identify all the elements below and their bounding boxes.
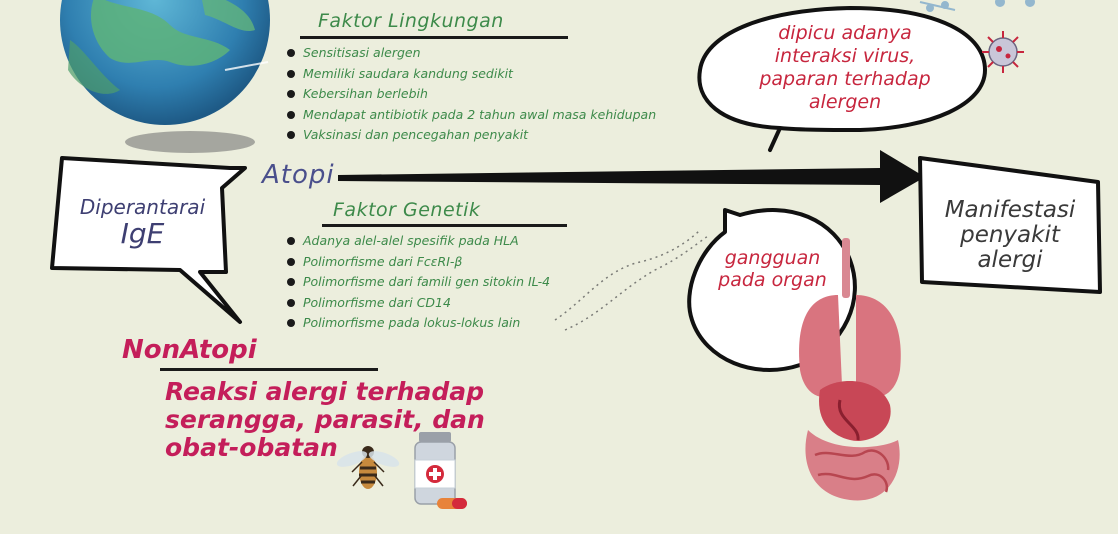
virus-bubble-line: paparan terhadap: [759, 68, 931, 90]
list-item: Sensitisasi alergen: [287, 43, 656, 64]
faktor-lingkungan-list: [287, 43, 656, 146]
faktor-genetik-title: Faktor Genetik: [333, 199, 481, 221]
list-item: Polimorfisme dari CD14: [287, 293, 550, 314]
list-item: Polimorfisme dari FcεRI-β: [287, 252, 550, 273]
list-item: Mendapat antibiotik pada 2 tahun awal masa kehidupan: [287, 105, 656, 126]
ige-bubble-line: Diperantarai: [79, 195, 206, 219]
main-arrow: [338, 150, 925, 203]
virus-bubble-line: alergen: [808, 91, 882, 113]
faktor-lingkungan-underline: [300, 36, 568, 39]
ige-bubble-line: IgE: [120, 217, 165, 250]
manifestasi-line: alergi: [977, 247, 1043, 273]
list-item: Polimorfisme dari famili gen sitokin IL-4: [287, 272, 550, 293]
list-item: Polimorfisme pada lokus-lokus lain: [287, 313, 550, 334]
list-item: Kebersihan berlebih: [287, 84, 656, 105]
molecule-decoration: [920, 0, 1034, 11]
virus-bubble: [720, 22, 970, 114]
list-item: Vaksinasi dan pencegahan penyakit: [287, 125, 656, 146]
manifestasi-box: [925, 198, 1095, 273]
atopi-label: Atopi: [262, 160, 335, 190]
organ-bubble: [700, 247, 845, 291]
list-item: Adanya alel-alel spesifik pada HLA: [287, 231, 550, 252]
manifestasi-line: penyakit: [960, 222, 1060, 248]
virus-icon: [982, 31, 1024, 73]
ige-bubble: [60, 195, 225, 249]
globe-icon: [60, 0, 270, 153]
reaksi-alergi-text: [165, 378, 485, 462]
reaksi-line: serangga, parasit, dan: [165, 405, 485, 434]
faktor-genetik-list: [287, 231, 550, 334]
manifestasi-line: Manifestasi: [944, 197, 1076, 223]
faktor-genetik-underline: [322, 224, 567, 227]
faktor-lingkungan-title: Faktor Lingkungan: [318, 10, 504, 32]
nonatopi-underline: [160, 368, 378, 371]
organ-bubble-line: pada organ: [718, 269, 827, 291]
organ-bubble-line: gangguan: [724, 247, 821, 269]
nonatopi-label: NonAtopi: [122, 335, 257, 365]
virus-bubble-line: dipicu adanya: [778, 22, 912, 44]
dna-strand-icon: [555, 230, 708, 330]
reaksi-line: obat-obatan: [165, 433, 338, 462]
reaksi-line: Reaksi alergi terhadap: [165, 377, 485, 406]
virus-bubble-line: interaksi virus,: [774, 45, 916, 67]
list-item: Memiliki saudara kandung sedikit: [287, 64, 656, 85]
